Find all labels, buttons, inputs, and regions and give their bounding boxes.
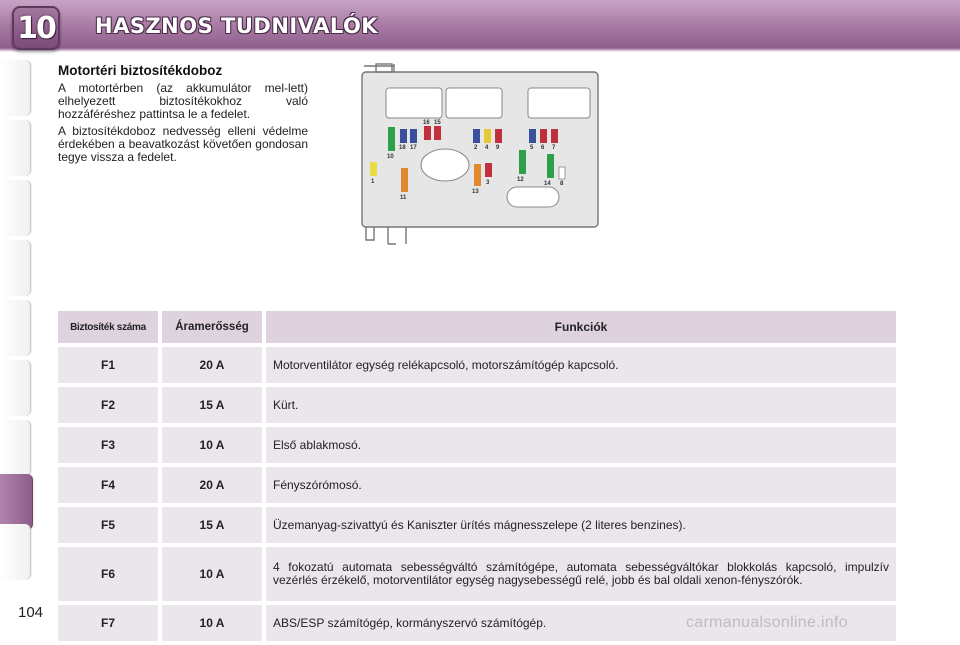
fuse-label: 16 xyxy=(423,120,430,126)
connector-oval xyxy=(421,149,469,181)
fuse-12 xyxy=(519,150,526,174)
fuse-label: 15 xyxy=(434,120,441,126)
header-functions: Funkciók xyxy=(266,311,896,343)
fuse-function: 4 fokozatú automata sebességváltó számítógépe, automata sebességváltókar blokkolás kapcsoló, impulzív vezérlés érzékelő, motorventilátor egység nagysebességű relé, jobb és bal oldali xenon-fényszórók. xyxy=(266,547,896,601)
fuse-18 xyxy=(400,129,407,143)
fuse-amperage: 10 A xyxy=(162,605,262,641)
fuse-label: 1 xyxy=(371,179,375,185)
fuse-function: Üzemanyag-szivattyú és Kaniszter ürítés mágnesszelepe (2 literes benzines). xyxy=(266,507,896,543)
chapter-tab[interactable] xyxy=(0,240,31,296)
chapter-tab[interactable] xyxy=(0,360,31,416)
fuse-16 xyxy=(424,126,431,140)
fuse-8 xyxy=(559,167,565,179)
fuse-function: ABS/ESP számítógép, kormányszervó számítógép. xyxy=(266,605,896,641)
watermark-text: carmanualsonline.info xyxy=(686,614,848,631)
fuse-number: F6 xyxy=(58,547,158,601)
chapter-number-badge xyxy=(12,6,60,50)
fuse-number: F4 xyxy=(58,467,158,503)
fuse-label: 11 xyxy=(400,195,407,201)
fuse-4 xyxy=(484,129,491,143)
fuse-label: 8 xyxy=(560,181,564,187)
fuse-box-clip xyxy=(364,64,394,72)
table-row xyxy=(58,507,896,543)
fuse-number: F1 xyxy=(58,347,158,383)
fuse-9 xyxy=(495,129,502,143)
fuse-13 xyxy=(474,164,481,186)
header-amperage: Áramerősség xyxy=(162,311,262,343)
relay-block xyxy=(528,88,590,118)
section-title: Motortéri biztosítékdoboz xyxy=(58,63,223,78)
fuse-14 xyxy=(547,154,554,178)
fuse-box-clip xyxy=(376,64,392,72)
fuse-box-clip xyxy=(388,227,406,244)
table-row xyxy=(58,467,896,503)
fuse-label: 17 xyxy=(410,145,417,151)
fuse-function: Fényszórómosó. xyxy=(266,467,896,503)
fuse-2 xyxy=(473,129,480,143)
fuse-label: 10 xyxy=(387,154,394,160)
fuse-label: 4 xyxy=(485,145,489,151)
fuse-label: 18 xyxy=(399,145,406,151)
fuse-number: F5 xyxy=(58,507,158,543)
fuse-1 xyxy=(370,162,377,176)
fuse-11 xyxy=(401,168,408,192)
chapter-tab[interactable] xyxy=(0,60,31,116)
fuse-amperage: 15 A xyxy=(162,507,262,543)
table-row xyxy=(58,547,896,601)
connector-oval xyxy=(507,187,559,207)
page-number: 104 xyxy=(18,604,44,621)
fuse-number: F7 xyxy=(58,605,158,641)
chapter-tab[interactable] xyxy=(0,300,31,356)
fuse-6 xyxy=(540,129,547,143)
fuse-label: 9 xyxy=(496,145,500,151)
fuse-5 xyxy=(529,129,536,143)
section-paragraph: A biztosítékdoboz nedvesség elleni védelme érdekében a beavatkozást követően gondosan tegye vissza a fedelet. xyxy=(58,124,308,164)
header-fuse-number: Biztosíték száma xyxy=(58,311,158,343)
fuse-17 xyxy=(410,129,417,143)
fuse-label: 12 xyxy=(517,177,524,183)
fuse-amperage: 15 A xyxy=(162,387,262,423)
fuse-amperage: 10 A xyxy=(162,547,262,601)
fuse-label: 14 xyxy=(544,181,551,187)
chapter-tab[interactable] xyxy=(0,120,31,176)
chapter-title: HASZNOS TUDNIVALÓK xyxy=(95,14,379,38)
fuse-3 xyxy=(485,163,492,177)
chapter-tab-active[interactable] xyxy=(0,474,33,530)
fuse-7 xyxy=(551,129,558,143)
fuse-label: 5 xyxy=(530,145,534,151)
table-header-row xyxy=(58,311,896,343)
table-row xyxy=(58,347,896,383)
chapter-number: 10 xyxy=(17,10,55,46)
fuse-function: Motorventilátor egység relékapcsoló, motorszámítógép kapcsoló. xyxy=(266,347,896,383)
section-paragraph: A motortérben (az akkumulátor mel-lett) elhelyezett biztosítékokhoz való hozzáféréshez pattintsa le a fedelet. xyxy=(58,81,308,121)
fuse-label: 2 xyxy=(474,145,478,151)
fuse-number: F3 xyxy=(58,427,158,463)
fuse-amperage: 20 A xyxy=(162,347,262,383)
fuse-box-diagram xyxy=(354,62,604,250)
fuse-function: Kürt. xyxy=(266,387,896,423)
relay-block xyxy=(386,88,442,118)
chapter-tab-strip xyxy=(0,60,36,580)
fuse-amperage: 10 A xyxy=(162,427,262,463)
table-row xyxy=(58,387,896,423)
fuse-amperage: 20 A xyxy=(162,467,262,503)
fuse-label: 7 xyxy=(552,145,556,151)
fuse-box-clip xyxy=(366,227,374,240)
fuse-10 xyxy=(388,127,395,151)
fuse-label: 3 xyxy=(486,180,490,186)
fuse-table xyxy=(54,307,900,645)
chapter-tab[interactable] xyxy=(0,180,31,236)
fuse-function: Első ablakmosó. xyxy=(266,427,896,463)
relay-block xyxy=(446,88,502,118)
chapter-tab[interactable] xyxy=(0,420,31,476)
fuse-label: 6 xyxy=(541,145,545,151)
chapter-tab[interactable] xyxy=(0,524,31,580)
fuse-number: F2 xyxy=(58,387,158,423)
table-row xyxy=(58,427,896,463)
fuse-label: 13 xyxy=(472,189,479,195)
fuse-15 xyxy=(434,126,441,140)
